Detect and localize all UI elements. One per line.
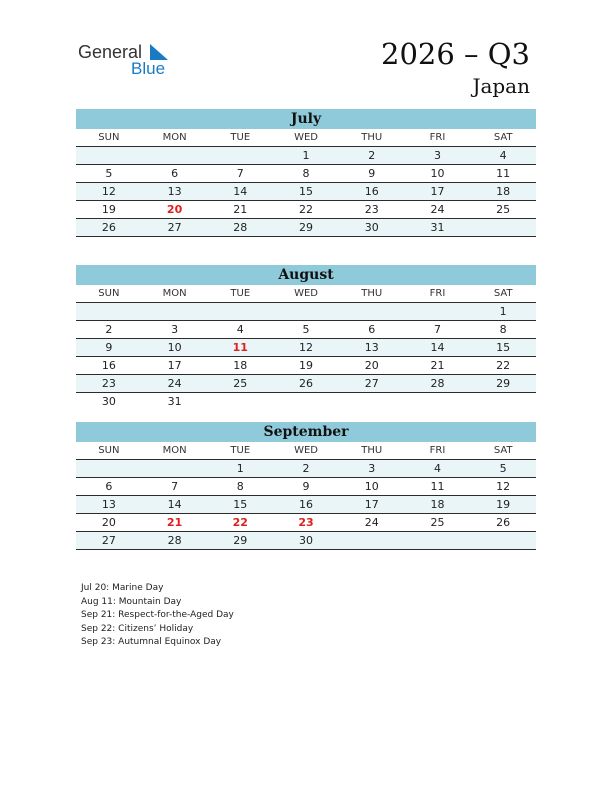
day-cell: 29 — [233, 534, 248, 547]
week-row — [76, 147, 536, 165]
day-cell: 2 — [105, 323, 113, 336]
day-cell: 16 — [101, 359, 116, 372]
week-row — [76, 219, 536, 237]
day-cell: 19 — [101, 203, 116, 216]
day-cell: 3 — [171, 323, 179, 336]
day-cell: 2 — [368, 149, 376, 162]
day-cell — [207, 303, 273, 320]
weekday-label: SUN — [98, 288, 120, 299]
day-cell: 28 — [233, 221, 248, 234]
day-cell: 25 — [430, 516, 445, 529]
day-cell: 11 — [430, 480, 445, 493]
weekday-label: TUE — [230, 445, 251, 456]
holiday-day-cell: 22 — [232, 516, 248, 529]
day-cell — [142, 147, 208, 164]
week-row — [76, 375, 536, 393]
day-cell: 6 — [105, 480, 113, 493]
day-cell: 27 — [101, 534, 116, 547]
weekday-label: MON — [162, 445, 187, 456]
day-cell: 22 — [299, 203, 314, 216]
weekday-header-row — [76, 285, 536, 303]
day-cell: 23 — [101, 377, 116, 390]
page-title: 2026 – Q3 — [381, 37, 530, 71]
day-cell: 31 — [430, 221, 445, 234]
day-cell: 25 — [496, 203, 511, 216]
day-cell: 26 — [496, 516, 511, 529]
week-row — [76, 303, 536, 321]
day-cell: 15 — [496, 341, 511, 354]
day-cell: 18 — [233, 359, 248, 372]
day-cell: 14 — [167, 498, 182, 511]
weekday-label: WED — [294, 132, 318, 143]
country-name: Japan — [472, 74, 530, 98]
week-row — [76, 183, 536, 201]
brand-general: General — [78, 42, 143, 62]
month-title: July — [76, 109, 536, 129]
week-row — [76, 460, 536, 478]
day-cell: 1 — [499, 305, 507, 318]
day-cell: 29 — [496, 377, 511, 390]
day-cell: 9 — [368, 167, 376, 180]
holiday-note: Sep 21: Respect-for-the-Aged Day — [81, 610, 234, 621]
day-cell — [207, 393, 273, 410]
day-cell: 13 — [364, 341, 379, 354]
day-cell: 13 — [101, 498, 116, 511]
day-cell: 7 — [171, 480, 179, 493]
weekday-header-row — [76, 442, 536, 460]
week-row — [76, 514, 536, 532]
day-cell: 12 — [101, 185, 116, 198]
day-cell: 21 — [233, 203, 248, 216]
holiday-note: Sep 23: Autumnal Equinox Day — [81, 637, 222, 648]
day-cell: 3 — [368, 462, 376, 475]
day-cell: 16 — [364, 185, 379, 198]
day-cell: 28 — [167, 534, 182, 547]
day-cell: 21 — [430, 359, 445, 372]
day-cell: 2 — [302, 462, 310, 475]
day-cell: 10 — [364, 480, 379, 493]
day-cell: 8 — [499, 323, 507, 336]
month-july — [76, 109, 536, 237]
weekday-label: FRI — [429, 132, 446, 143]
day-cell: 1 — [236, 462, 244, 475]
day-cell — [273, 303, 339, 320]
day-cell: 20 — [101, 516, 116, 529]
weekday-label: SAT — [493, 288, 513, 299]
brand-logo — [78, 40, 188, 80]
day-cell: 26 — [299, 377, 314, 390]
day-cell: 10 — [430, 167, 445, 180]
day-cell — [405, 303, 471, 320]
day-cell: 30 — [299, 534, 314, 547]
day-cell: 30 — [364, 221, 379, 234]
day-cell: 12 — [299, 341, 314, 354]
day-cell: 20 — [364, 359, 379, 372]
day-cell — [273, 393, 339, 410]
day-cell: 31 — [167, 395, 182, 408]
day-cell — [470, 393, 536, 410]
day-cell: 15 — [299, 185, 314, 198]
day-cell: 24 — [167, 377, 182, 390]
day-cell: 10 — [167, 341, 182, 354]
day-cell: 19 — [299, 359, 314, 372]
holiday-note: Jul 20: Marine Day — [81, 583, 164, 593]
day-cell — [142, 303, 208, 320]
week-row — [76, 339, 536, 357]
week-row — [76, 165, 536, 183]
day-cell — [207, 147, 273, 164]
day-cell: 4 — [433, 462, 441, 475]
holiday-day-cell: 20 — [166, 203, 183, 216]
weekday-label: MON — [162, 132, 187, 143]
holiday-day-cell: 11 — [232, 341, 248, 354]
day-cell: 18 — [496, 185, 511, 198]
holiday-notes — [81, 582, 234, 650]
weekday-label: WED — [294, 445, 318, 456]
day-cell: 14 — [233, 185, 248, 198]
weekday-label: WED — [294, 288, 318, 299]
day-cell: 9 — [302, 480, 310, 493]
day-cell: 4 — [499, 149, 507, 162]
holiday-note: Sep 22: Citizens’ Holiday — [81, 623, 194, 634]
day-cell: 5 — [499, 462, 507, 475]
day-cell: 24 — [430, 203, 445, 216]
day-cell: 22 — [496, 359, 511, 372]
day-cell — [405, 393, 471, 410]
day-cell: 19 — [496, 498, 511, 511]
day-cell: 14 — [430, 341, 445, 354]
weekday-label: TUE — [230, 288, 251, 299]
weekday-label: SUN — [98, 132, 120, 143]
day-cell: 12 — [496, 480, 511, 493]
day-cell: 26 — [101, 221, 116, 234]
day-cell — [339, 532, 405, 549]
holiday-day-cell: 23 — [298, 516, 314, 529]
week-row — [76, 357, 536, 375]
month-august — [76, 265, 536, 410]
day-cell — [470, 532, 536, 549]
day-cell: 17 — [167, 359, 182, 372]
day-cell — [142, 460, 208, 477]
day-cell: 27 — [364, 377, 379, 390]
day-cell: 9 — [105, 341, 113, 354]
day-cell: 5 — [105, 167, 113, 180]
week-row — [76, 532, 536, 550]
day-cell: 25 — [233, 377, 248, 390]
day-cell: 17 — [364, 498, 379, 511]
week-row — [76, 478, 536, 496]
day-cell — [470, 219, 536, 236]
day-cell: 28 — [430, 377, 445, 390]
day-cell: 13 — [167, 185, 182, 198]
holiday-day-cell: 21 — [166, 516, 183, 529]
day-cell: 7 — [236, 167, 244, 180]
brand-blue: Blue — [131, 59, 166, 78]
day-cell — [405, 532, 471, 549]
week-row — [76, 496, 536, 514]
holiday-note: Aug 11: Mountain Day — [81, 596, 182, 607]
day-cell — [76, 303, 142, 320]
weekday-label: THU — [361, 288, 383, 299]
day-cell: 8 — [302, 167, 310, 180]
weekday-label: MON — [162, 288, 187, 299]
day-cell — [339, 303, 405, 320]
day-cell: 30 — [101, 395, 116, 408]
day-cell: 1 — [302, 149, 310, 162]
day-cell: 24 — [364, 516, 379, 529]
weekday-label: TUE — [230, 132, 251, 143]
day-cell: 18 — [430, 498, 445, 511]
day-cell: 6 — [171, 167, 179, 180]
weekday-label: FRI — [429, 445, 446, 456]
day-cell — [339, 393, 405, 410]
day-cell: 5 — [302, 323, 310, 336]
day-cell: 8 — [236, 480, 244, 493]
day-cell — [76, 460, 142, 477]
day-cell: 17 — [430, 185, 445, 198]
day-cell: 27 — [167, 221, 182, 234]
day-cell: 15 — [233, 498, 248, 511]
logo-triangle-icon — [150, 44, 168, 60]
week-row — [76, 393, 536, 410]
day-cell: 11 — [496, 167, 511, 180]
weekday-header-row — [76, 129, 536, 147]
day-cell: 3 — [433, 149, 441, 162]
day-cell: 4 — [236, 323, 244, 336]
day-cell: 23 — [364, 203, 379, 216]
day-cell: 16 — [299, 498, 314, 511]
week-row — [76, 201, 536, 219]
week-row — [76, 321, 536, 339]
weekday-label: THU — [361, 132, 383, 143]
weekday-label: THU — [361, 445, 383, 456]
day-cell: 29 — [299, 221, 314, 234]
day-cell — [76, 147, 142, 164]
month-title: September — [76, 422, 536, 442]
month-title: August — [76, 265, 536, 285]
day-cell: 6 — [368, 323, 376, 336]
weekday-label: SAT — [493, 445, 513, 456]
weekday-label: SAT — [493, 132, 513, 143]
month-september — [76, 422, 536, 550]
day-cell: 7 — [433, 323, 441, 336]
weekday-label: SUN — [98, 445, 120, 456]
weekday-label: FRI — [429, 288, 446, 299]
